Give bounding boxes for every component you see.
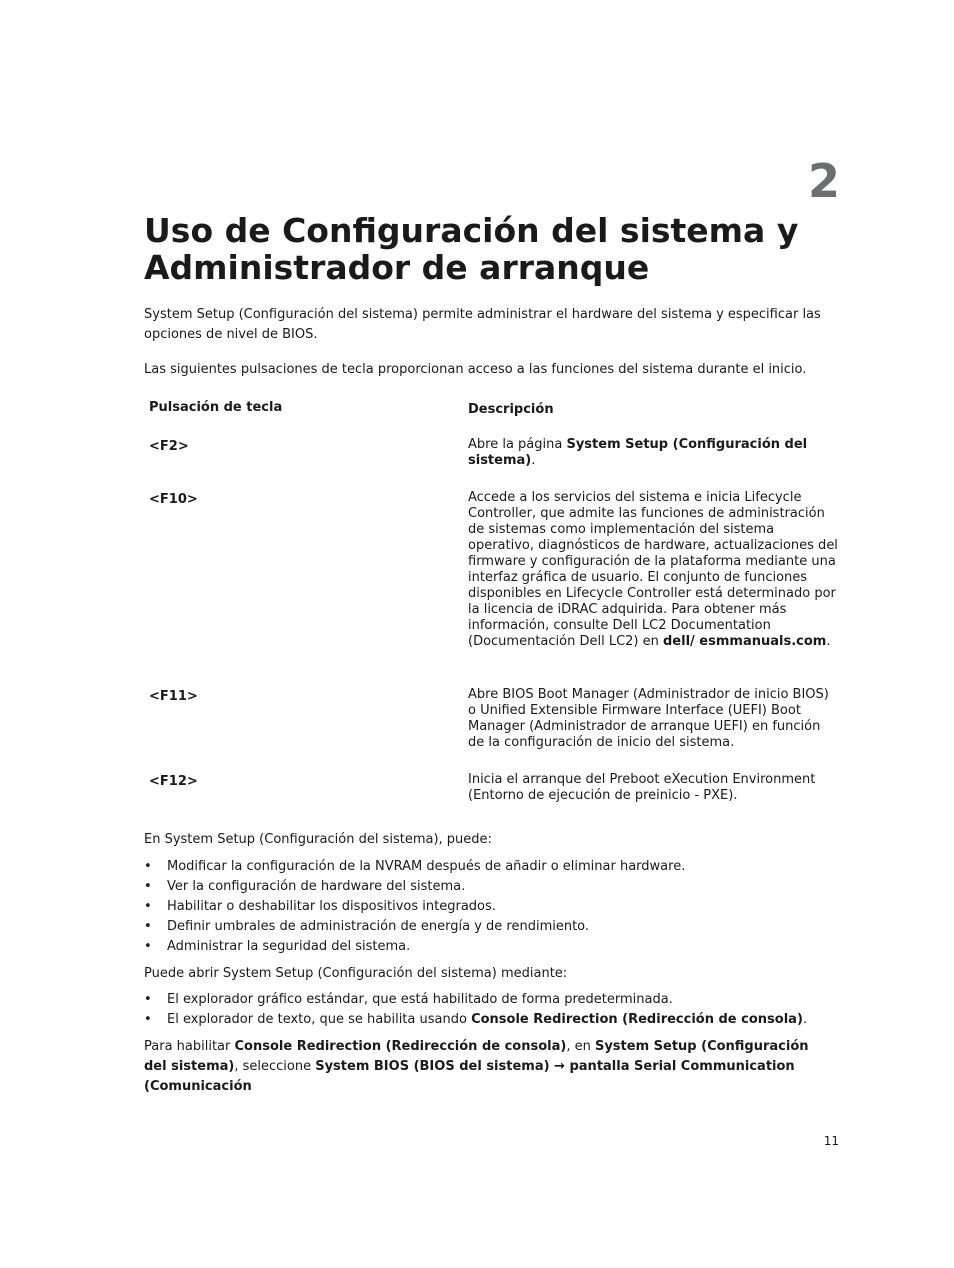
setup-intro: En System Setup (Configuración del sistema), puede: [144,832,492,847]
list-item: • El explorador gráfico estándar, que está habilitado de forma predeterminada. [144,990,834,1010]
table-header-key: Pulsación de tecla [149,400,283,415]
console-redirection-paragraph: Para habilitar Console Redirection (Redirección de consola), en System Setup (Configuración del sistema), seleccione System BIOS (BIOS del sistema) → pantalla Serial Communication (Comunicación [144,1039,809,1094]
table-row-description: Abre BIOS Boot Manager (Administrador de inicio BIOS) o Unified Extensible Firmware Interface (UEFI) Boot Manager (Administrador de arranque UEFI) en función de la configuración de inicio del sistema. [468,687,829,750]
open-methods-intro: Puede abrir System Setup (Configuración del sistema) mediante: [144,966,568,981]
list-item: • El explorador de texto, que se habilita usando Console Redirection (Redirección de consola). [144,1010,834,1030]
list-item: • Habilitar o deshabilitar los dispositivos integrados. [144,897,834,917]
page-title: Uso de Configuración del sistema y Administrador de arranque [144,211,799,287]
list-item: • Administrar la seguridad del sistema. [144,937,834,957]
table-row-description: Abre la página System Setup (Configuración del sistema). [468,437,808,468]
table-row-description: Inicia el arranque del Preboot eXecution Environment (Entorno de ejecución de preinicio - PXE). [468,772,816,803]
list-item: • Ver la configuración de hardware del sistema. [144,877,834,897]
page-number: 11 [823,1134,839,1148]
table-row-key: <F11> [149,689,198,704]
intro-paragraph-1: System Setup (Configuración del sistema) permite administrar el hardware del sistema y especificar las opciones de nivel de BIOS. [144,307,821,342]
intro-paragraph-2: Las siguientes pulsaciones de tecla proporcionan acceso a las funciones del sistema durante el inicio. [144,362,807,377]
table-row-description: Accede a los servicios del sistema e inicia Lifecycle Controller, que admite las funciones de administración de sistemas como implementación del sistema operativo, diagnósticos de hardware, actualizaciones del firmware y configuración de la plataforma mediante una interfaz gráfica de usuario. El conjunto de funciones disponibles en Lifecycle Controller está determinado por la licencia de iDRAC adquirida. Para obtener más información, consulte Dell LC2 Documentation (Documentación Dell LC2) en dell/ esmmanuals.com. [468,490,838,649]
chapter-number: 2 [807,154,840,208]
table-row-key: <F10> [149,492,198,507]
list-item: • Modificar la configuración de la NVRAM después de añadir o eliminar hardware. [144,857,834,877]
table-header-description: Descripción [468,402,554,417]
table-row-key: <F12> [149,774,198,789]
setup-capabilities-list [144,857,834,957]
table-row-key: <F2> [149,439,189,454]
open-methods-list [144,990,834,1030]
list-item: • Definir umbrales de administración de energía y de rendimiento. [144,917,834,937]
